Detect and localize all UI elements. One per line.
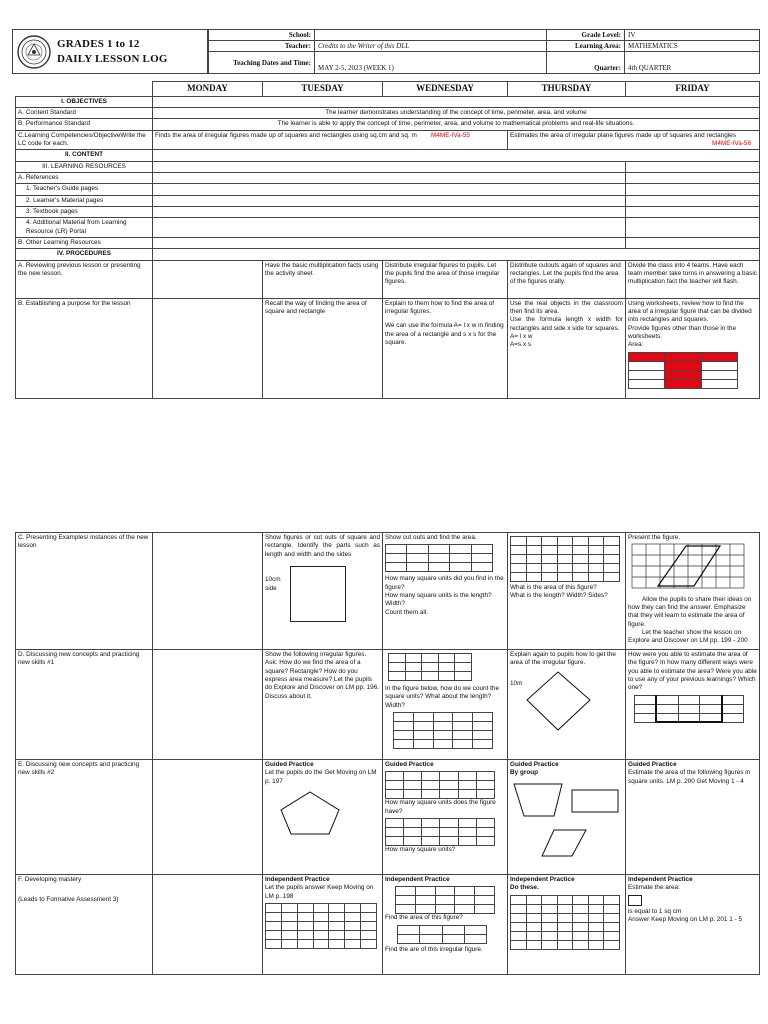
f-thu-heading: Independent Practice [510,876,575,883]
procedure-c-thursday [508,533,626,650]
b-wed-para2: We can use the formula A= l x w in finding the area of a rectangle and s x s for the square. [385,322,504,346]
e-tue-text: Let the pupils do the Get Moving on LM p. 197 [265,769,377,785]
teaching-dates-value: MAY 2-5, 2023 (WEEK 1) [315,52,547,74]
c-thu-text1: What is the area of this figure? [510,584,597,591]
guided-grid-1 [385,771,495,799]
b-fri-para2: Provide figures other than those in the worksheets. [628,324,736,340]
day-header-tuesday: TUESDAY [263,82,383,97]
d-fri-text: How were you able to estimate the area of the figure? In how many different ways were you able to estimate the area? Were you able to use any of your previous learnings? Which one? [628,651,757,692]
e-tue-heading: Guided Practice [265,761,314,768]
competency-1 [153,130,508,150]
competency-2-code: M4ME-IVa-56 [712,140,751,147]
teacher-label: Teacher: [209,41,315,52]
procedure-d-tuesday: Show the following irregular figures. Ask: How do we find the area of a square? Rectangle? How do you express area measure? Let the pupils do Explore and Discover on LM pp. 196. Discuss about it. [263,650,383,760]
procedure-d-friday [626,650,760,760]
diamond-figure [524,670,594,732]
f-tue-heading: Independent Practice [265,876,330,883]
day-header-monday: MONDAY [153,82,263,97]
procedure-d-thursday [508,650,626,760]
teacher-value: Credits to the Writer of this DLL [315,41,547,52]
c-fri-text1: Present the figure. [628,534,681,541]
learning-area-label: Learning Area: [547,41,625,52]
header [12,29,759,74]
section-objectives: I. OBJECTIVES [16,96,153,107]
competency-1-code: M4ME-IVa-55 [431,131,470,139]
grade-level-value: IV [625,30,760,41]
procedure-f-friday [626,875,760,975]
e-thu-subheading: By group [510,769,539,777]
other-resources-label: B. Other Learning Resources [16,237,153,248]
independent-grid-1 [265,903,377,949]
procedure-f-thursday [508,875,626,975]
counting-grid [388,653,472,681]
c-thu-text2: What is the length? Width? Sides? [510,592,608,600]
procedure-f-note: (Leads to Formative Assessment 3) [18,896,119,904]
competency-2-text: Estimates the area of irregular plane figures made up of squares and rectangles [510,131,736,139]
procedure-f-tuesday [263,875,383,975]
corner-cell [16,82,153,97]
procedure-f-label [16,875,153,975]
f-wed-heading: Independent Practice [385,876,450,883]
teaching-dates-label: Teaching Dates and Time: [209,52,315,74]
guided-grid-2 [385,818,495,846]
c-tue-length-label: 10cm [265,575,281,583]
content-standard-label: A. Content Standard [16,108,153,119]
estimate-grid [634,695,744,724]
procedure-d-wednesday [383,650,508,760]
logo-box [12,29,208,74]
procedure-a-wednesday: Distribute irregular figures to pupils. Let the pupils find the area of those irregular figures. [383,260,508,298]
content-standard-text: The learner demonstrates understanding of the concept of time, perimeter, area, and volume [153,108,760,119]
independent-grid-3 [397,925,487,944]
pentagon-figure [265,786,355,840]
procedure-a-tuesday: Have the basic multiplication facts using the activity sheet [263,260,383,298]
section-content: II. CONTENT [16,150,153,161]
e-wed-heading: Guided Practice [385,761,434,768]
procedure-c-wednesday [383,533,508,650]
f-tue-text: Let the pupils answer Keep Moving on LM p. 198 [265,884,374,900]
c-wed-text3: How many square units is the length? Width? [385,591,492,608]
grade-level-label: Grade Level: [547,30,625,41]
form-title-line1: GRADES 1 to 12 [57,38,140,50]
c-fri-text3: Let the teacher show the lesson on Explore and Discover on LM pp. 199 - 200 [628,628,748,645]
c-wed-text4: Count them all. [385,608,428,616]
unit-square [628,895,642,906]
e-fri-text: Estimate the area of the following figures in square units. LM p. 200 Get Moving 1 - 4 [628,769,751,785]
additional-material-label: 4. Additional Material from Learning Resource (LR) Portal [16,218,153,238]
square-figure [290,566,346,622]
f-thu-subheading: Do these. [510,884,539,892]
learners-material-label: 2. Learner's Material pages [16,195,153,206]
e-wed-text2: How many square units? [385,845,456,853]
section-learning-resources: III. LEARNING RESOURCES [16,161,153,172]
procedure-a-thursday: Distribute cutouts again of squares and rectangles. Let the pupils find the area of the figures orally. [508,260,626,298]
c-wed-text1: Show cut outs and find the area. [385,534,477,541]
procedure-c-friday [626,533,760,650]
procedure-e-label: E. Discussing new concepts and practicing new skills #2 [16,760,153,875]
b-fri-para1: Using worksheets, review how to find the area of a irregular figure that can be divided into rectangles and squares. [628,299,752,324]
e-thu-heading: Guided Practice [510,761,559,768]
teachers-guide-label: 1. Teacher's Guide pages [16,184,153,195]
procedure-c-label: C. Presenting Examples/ instances of the new lesson [16,533,153,650]
day-header-friday: FRIDAY [626,82,760,97]
d-thu-text1: Explain again to pupils how to get the area of the irregular figure. [510,651,616,667]
procedure-d-label: D. Discussing new concepts and practicing new skills #1 [16,650,153,760]
competency-2 [508,130,760,150]
procedure-b-wednesday [383,298,508,398]
quarter-value: 4th QUARTER [625,52,760,74]
d-wed-text: In the figure below, how do we count the square units? What about the length? Width? [385,685,500,709]
procedure-a-label: A. Reviewing previous lesson or presenting the new lesson. [16,260,153,298]
competency-1-text: Finds the area of irregular figures made up of squares and rectangles using sq.cm and sq. m [155,131,417,139]
c-wed-text2: How many square units did you find in the figure? [385,575,504,591]
competencies-label: C.Learning Competencies/ObjectiveWrite the LC code for each. [16,130,153,150]
e-wed-text1: How many square units does the figure have? [385,799,496,815]
procedure-f-title: F. Developing mastery [18,876,82,883]
independent-grid-2 [395,886,495,914]
procedure-b-thursday [508,298,626,398]
b-wed-para1: Explain to them how to find the area of irregular figures. [385,299,495,315]
f-fri-text3: Answer Keep Moving on LM p. 201 1 - 5 [628,915,743,923]
learning-area-value: MATHEMATICS [625,41,760,52]
irregular-figure-grid [510,536,620,582]
day-header-wednesday: WEDNESDAY [383,82,508,97]
procedure-b-label: B. Establishing a purpose for the lesson [16,298,153,398]
c-tue-side-label: side [265,584,277,592]
f-wed-text1: Find the area of this figure? [385,914,463,922]
d-thu-measure: 10m [510,679,523,687]
procedure-b-friday [626,298,760,398]
b-thu-formula2: A=s x s [510,341,532,349]
procedure-c-tuesday [263,533,383,650]
form-title-line2: DAILY LESSON LOG [57,53,168,65]
procedure-a-friday: Divide the class into 4 teams. Have each team member take turns in answering a basic multiplication fact the teacher will flash. [626,260,760,298]
cutout-grid [385,544,493,572]
quarter-label: Quarter: [547,52,625,74]
b-thu-formula1: A= l x w [510,332,533,340]
textbook-label: 3. Textbook pages [16,206,153,217]
day-header-thursday: THURSDAY [508,82,626,97]
c-tue-text: Show figures or cut outs of square and rectangle. Identify the parts such as length and width and the sides [265,534,380,558]
e-fri-heading: Guided Practice [628,761,677,768]
school-label: School: [209,30,315,41]
f-fri-heading: Independent Practice [628,876,693,883]
b-fri-area-label: Area: [628,341,644,349]
school-value [315,30,547,41]
performance-standard-text: The learner is able to apply the concept of time, perimeter, area, and volume to mathematical problems and real-life situations. [153,119,760,130]
f-fri-text2: is equal to 1 sq cm [628,907,682,915]
procedure-e-friday [626,760,760,875]
procedure-f-wednesday [383,875,508,975]
f-fri-text1: Estimate the area: [628,884,680,892]
procedure-e-wednesday [383,760,508,875]
lesson-log-table-top [15,81,760,399]
header-info-table [208,29,760,74]
parallelogram-grid-figure [628,542,754,592]
independent-grid-4 [510,895,620,950]
lesson-log-table-bottom [15,532,760,975]
counting-grid-2 [393,712,493,749]
c-fri-text2: Allow the pupils to share their ideas on how they can find the answer. Emphasize that they will learn to estimate the area of figure. [628,595,752,628]
b-thu-para1: Use the real objects in the classroom then find its area. [510,299,623,315]
procedure-e-tuesday [263,760,383,875]
procedure-b-tuesday: Recall the way of finding the area of square and rectangle [263,298,383,398]
area-figure-grid [628,352,738,389]
procedure-e-thursday [508,760,626,875]
performance-standard-label: B. Performance Standard [16,119,153,130]
section-procedures: IV. PROCEDURES [16,249,153,260]
b-thu-para2: Use the formula length x width for rectangles and side x side for squares. [510,316,623,332]
f-wed-text2: Find the are of this irregular figure. [385,945,483,953]
deped-seal-logo [17,35,51,69]
references-label: A. References [16,172,153,183]
group-figures [510,778,622,862]
